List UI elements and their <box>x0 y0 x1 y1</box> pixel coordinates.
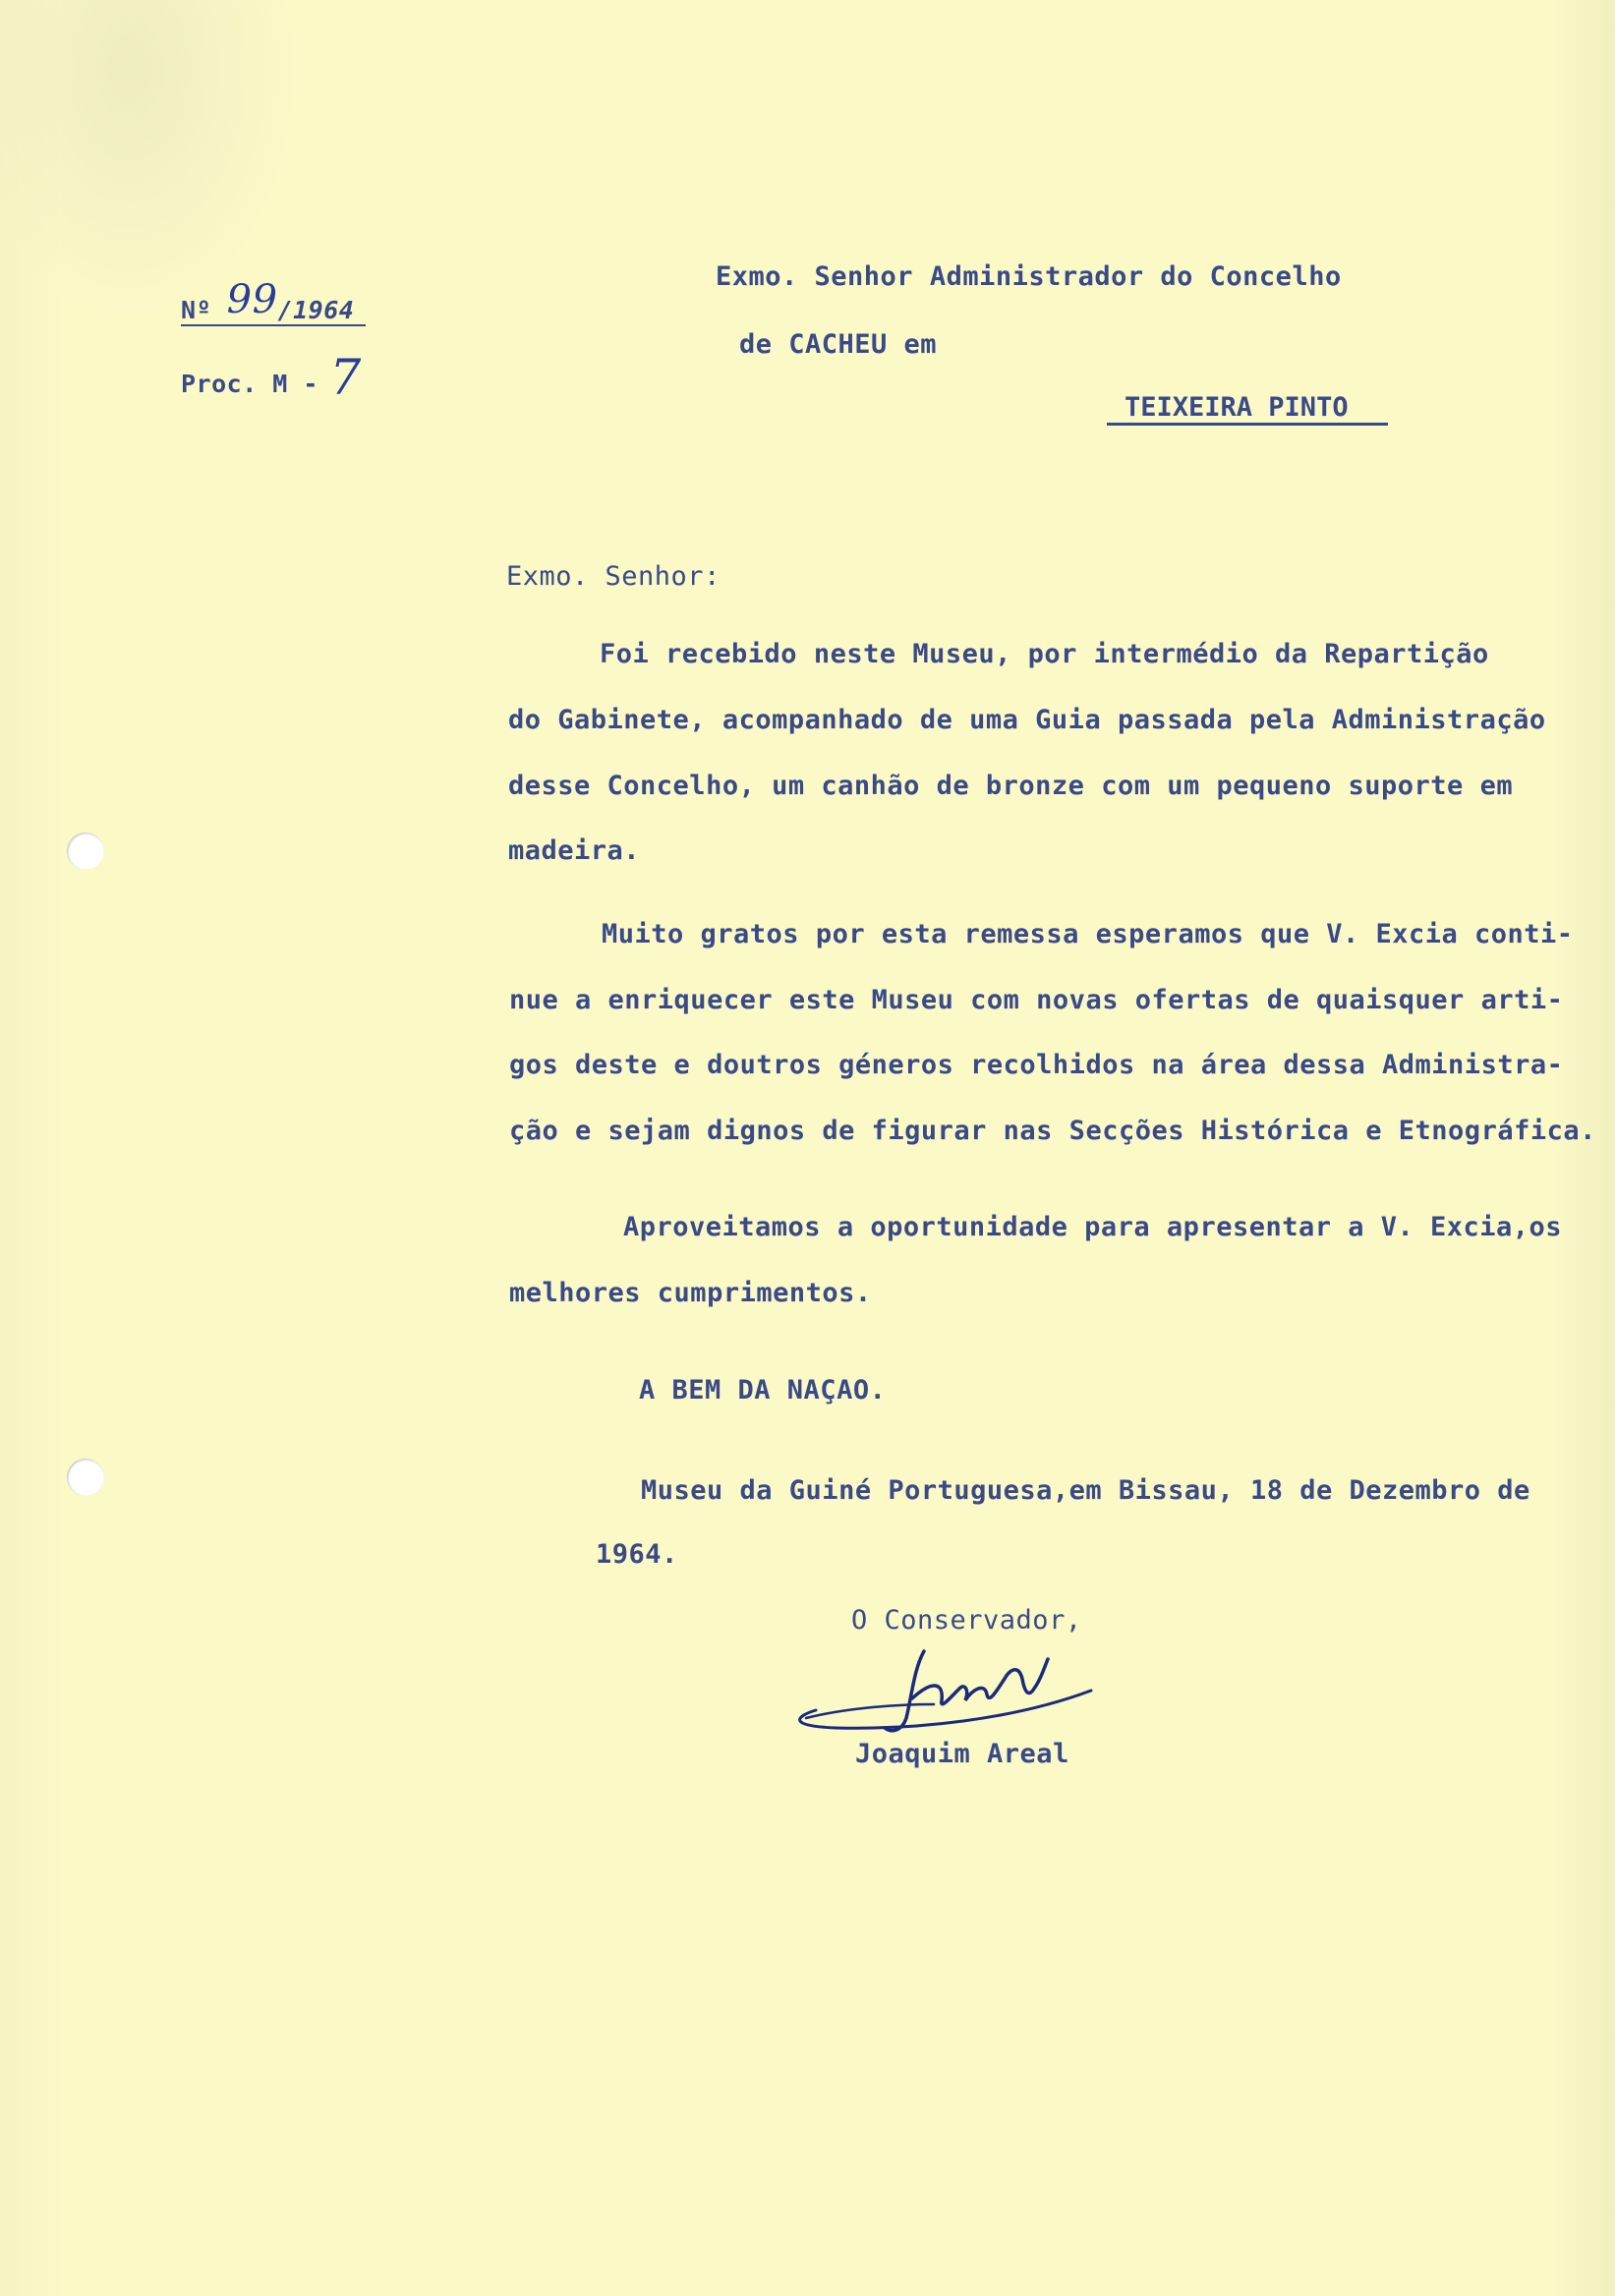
paragraph-1-line-4: madeira. <box>508 835 641 866</box>
salutation: Exmo. Senhor: <box>506 561 721 592</box>
addressee-place-underline <box>1107 423 1388 426</box>
paragraph-1-line-2: do Gabinete, acompanhado de uma Guia passada pela Administração <box>508 705 1546 735</box>
signature-handwritten <box>777 1639 1101 1748</box>
paragraph-2-line-4: ção e sejam dignos de figurar nas Secções Histórica e Etnográfica. <box>509 1116 1596 1146</box>
paragraph-2-line-2: nue a enriquecer este Museu com novas ofertas de quaisquer arti- <box>509 985 1564 1015</box>
signature-scrawl <box>777 1639 1101 1748</box>
paragraph-2-line-3: gos deste e doutros géneros recolhidos na área dessa Administra- <box>509 1050 1564 1080</box>
signature-title: O Conservador, <box>851 1605 1082 1636</box>
dateline-line-1: Museu da Guiné Portuguesa,em Bissau, 18 de Dezembro de <box>641 1475 1530 1506</box>
paragraph-2-line-1: Muito gratos por esta remessa esperamos que V. Excia conti- <box>602 919 1574 949</box>
signature-name: Joaquim Areal <box>855 1739 1069 1769</box>
punch-hole-top <box>67 832 104 870</box>
dateline-line-2: 1964. <box>596 1539 678 1570</box>
reference-number-underline <box>181 324 366 326</box>
addressee-line-2: de CACHEU em <box>739 329 938 360</box>
reference-number-label: Nº <box>181 296 212 324</box>
reference-number-year: /1964 <box>277 296 355 324</box>
closing-motto: A BEM DA NAÇAO. <box>639 1375 887 1406</box>
paragraph-3-line-2: melhores cumprimentos. <box>509 1278 872 1308</box>
addressee-line-1: Exmo. Senhor Administrador do Concelho <box>716 261 1342 292</box>
reference-number <box>181 277 355 327</box>
proc-handwritten: 7 <box>329 349 362 406</box>
addressee-place: TEIXEIRA PINTO <box>1125 392 1349 423</box>
paragraph-1-line-3: desse Concelho, um canhão de bronze com um pequeno suporte em <box>508 771 1514 801</box>
paragraph-1-line-1: Foi recebido neste Museu, por intermédio da Repartição <box>600 639 1489 669</box>
reference-number-handwritten: 99 <box>226 277 278 322</box>
proc-label: Proc. M - <box>181 370 318 398</box>
punch-hole-bottom <box>67 1459 104 1496</box>
paragraph-3-line-1: Aproveitamos a oportunidade para apresentar a V. Excia,os <box>623 1212 1563 1242</box>
proc-reference <box>181 349 366 406</box>
